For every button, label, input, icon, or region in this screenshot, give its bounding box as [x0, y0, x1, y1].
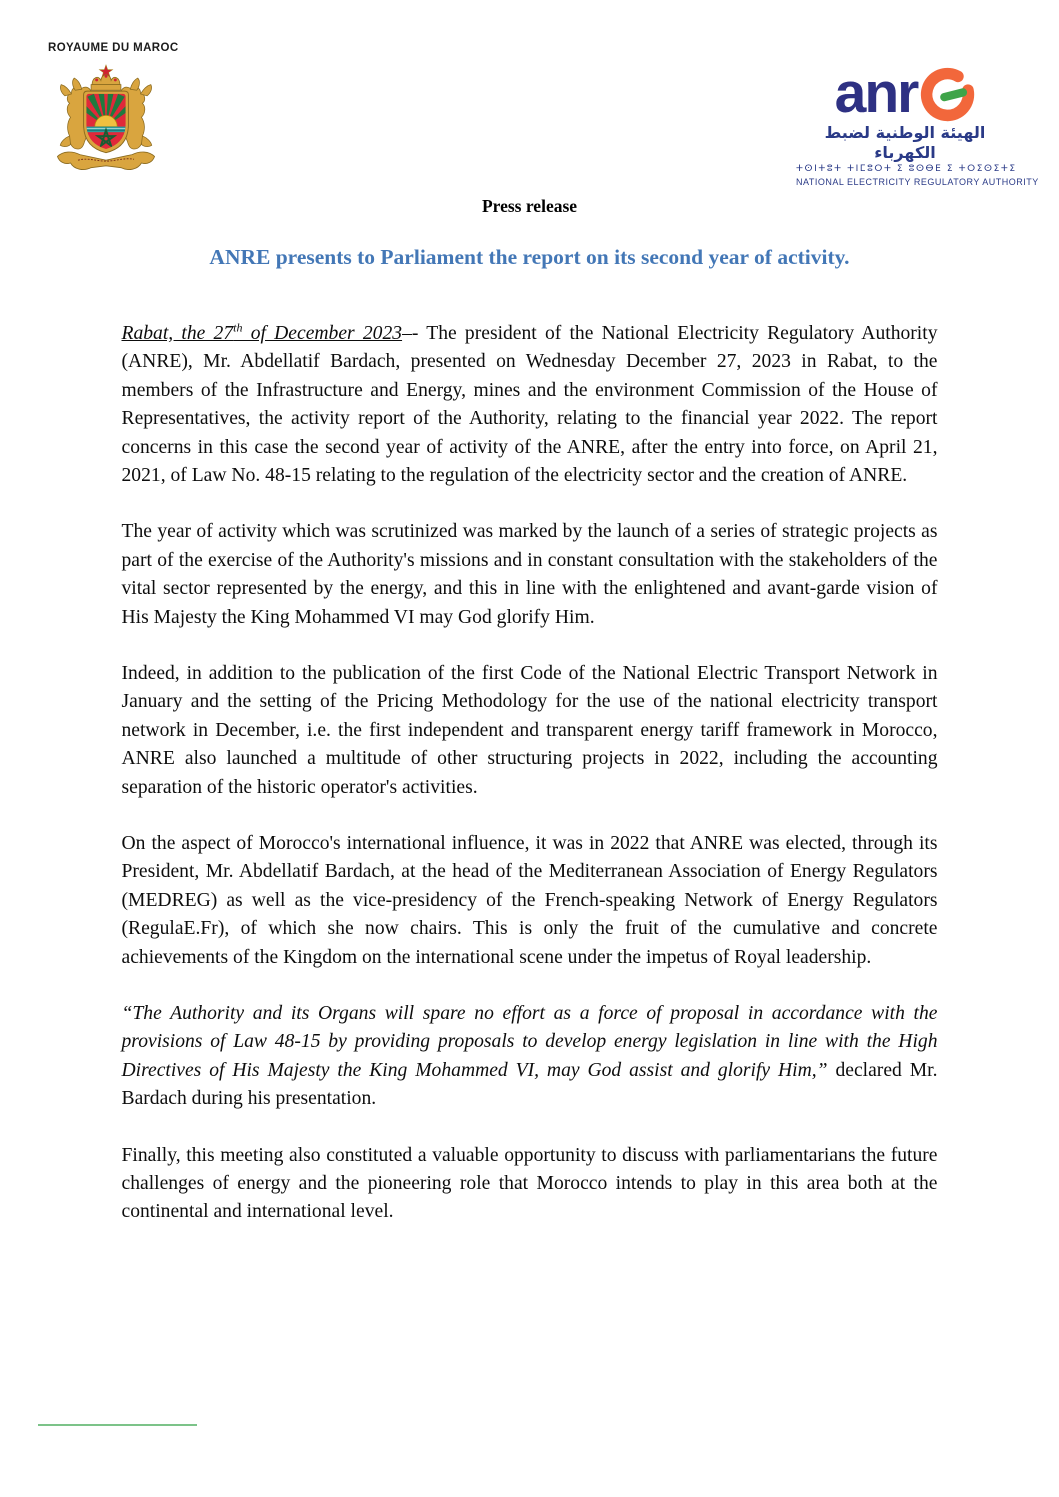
paragraph-1-text: The president of the National Electricity Regulatory Authority (ANRE), Mr. Abdellatif Bardach, presented on Wednesday December 27, 2023 in Rabat, to the members of the Infrastructure and Energy, mines and the environment Commission of the House of Representatives, the activity report of the Authority, relating to the financial year 2022. The report concerns in this case the second year of activity of the ANRE, after the entry into force, on April 21, 2021, of Law No. 48-15 relating to the regulation of the electricity sector and the creation of ANRE. — [121, 322, 938, 486]
paragraph-quote — [122, 1000, 938, 1114]
document-title: ANRE presents to Parliament the report on its second year of activity. — [209, 245, 850, 269]
morocco-coat-of-arms-icon — [50, 62, 162, 180]
anre-tifinagh-name: ⵜⵙⵏⵜⵓⵜ ⵜⵏⵎⵓⵔⵜ ⵉ ⵓⵙⴱⴹ ⵉ ⵜⵔⵉⵙⵉⵜⵉ — [796, 164, 1017, 174]
dateline: Rabat, the 27th of December 2023 — [121, 320, 403, 344]
quote-attribution: declared Mr. Bardach during his presentation. — [121, 1059, 938, 1110]
anre-english-name: NATIONAL ELECTRICITY REGULATORY AUTHORITY — [796, 176, 1039, 187]
dateline-dash: –- — [402, 322, 427, 344]
document-body — [122, 320, 938, 1227]
paragraph-4: On the aspect of Morocco's international influence, it was in 2022 that ANRE was elected, through its President, Mr. Abdellatif Bardach, at the head of the Mediterranean Association of Energy Regulators (MEDREG) as well as the vice-presidency of the French-speaking Network of Energy Regulators (RegulaE.Fr), of which she now chairs. This is only the fruit of the cumulative and concrete achievements of the Kingdom on the international scene under the impetus of Royal leadership. — [121, 832, 938, 968]
paragraph-2: The year of activity which was scrutinized was marked by the launch of a series of strategic projects as part of the exercise of the Authority's missions and in constant consultation with the stakeholders of the vital sector represented by the energy, and this in line with the enlightened and avant-garde vision of His Majesty the King Mohammed VI may God glorify Him. — [121, 521, 938, 628]
kingdom-label: ROYAUME DU MAROC — [48, 42, 179, 54]
anre-logotype — [796, 60, 1014, 125]
anre-arabic-name: الهيئة الوطنية لضبط الكهرباء — [824, 123, 986, 162]
anre-logotype-text: anr — [834, 60, 918, 125]
paragraph-6: Finally, this meeting also constituted a valuable opportunity to discuss with parliamentarians the future challenges of energy and the pioneering role that Morocco intends to play in this area both at the continental and international level. — [121, 1144, 938, 1223]
paragraph-3: Indeed, in addition to the publication of the first Code of the National Electric Transport Network in January and the setting of the Pricing Methodology for the use of the national electricity transport network in December, i.e. the first independent and transparent energy tariff framework in Morocco, ANRE also launched a multitude of other structuring projects in 2022, including the accounting separation of the historic operator's activities. — [121, 662, 938, 798]
anre-e-icon — [920, 67, 975, 122]
paragraph-dateline — [122, 320, 938, 490]
footnote-separator-line — [38, 1424, 197, 1426]
quote-text: “The Authority and its Organs will spare no effort as a force of proposal in accordance with the provisions of Law 48-15 by providing proposals to develop energy legislation in line with the High Directives of His Majesty the King Mohammed VI, may God assist and glorify Him,” — [121, 1003, 938, 1081]
anre-logo — [796, 60, 1039, 188]
kicker-press-release: Press release — [481, 196, 578, 216]
